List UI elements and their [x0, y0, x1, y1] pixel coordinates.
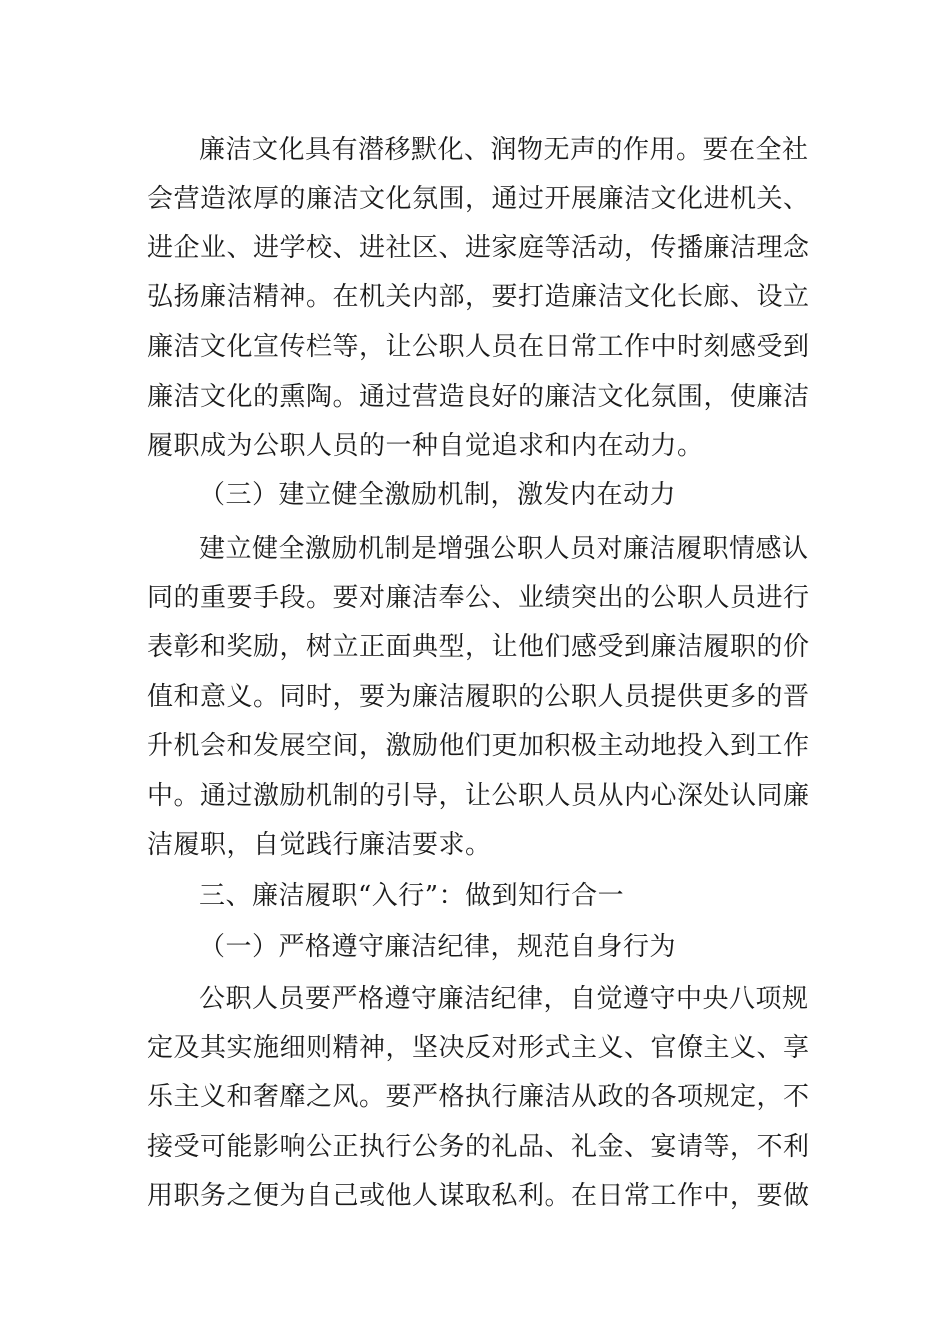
paragraph-line: 履职成为公职人员的一种自觉追求和内在动力。: [147, 431, 704, 461]
paragraph-line: 廉洁文化宣传栏等，让公职人员在日常工作中时刻感受到: [147, 332, 810, 362]
paragraph-line: 廉洁文化的熏陶。通过营造良好的廉洁文化氛围，使廉洁: [147, 382, 810, 412]
paragraph-line: 廉洁文化具有潜移默化、润物无声的作用。要在全社: [199, 135, 809, 165]
paragraph-line: 用职务之便为自己或他人谋取私利。在日常工作中，要做: [147, 1181, 810, 1211]
paragraph-line: 洁履职，自觉践行廉洁要求。: [147, 830, 492, 860]
section-heading: （一）严格遵守廉洁纪律，规范自身行为: [199, 932, 677, 962]
paragraph-line: 进企业、进学校、进社区、进家庭等活动，传播廉洁理念: [147, 233, 810, 263]
paragraph-line: 升机会和发展空间，激励他们更加积极主动地投入到工作: [147, 731, 810, 761]
paragraph-line: 公职人员要严格遵守廉洁纪律，自觉遵守中央八项规: [199, 984, 809, 1014]
section-heading: （三）建立健全激励机制，激发内在动力: [199, 480, 677, 510]
paragraph-line: 同的重要手段。要对廉洁奉公、业绩突出的公职人员进行: [147, 583, 810, 613]
paragraph-line: 乐主义和奢靡之风。要严格执行廉洁从政的各项规定，不: [147, 1082, 810, 1112]
paragraph-line: 弘扬廉洁精神。在机关内部，要打造廉洁文化长廊、设立: [147, 282, 810, 312]
paragraph-line: 接受可能影响公正执行公务的礼品、礼金、宴请等，不利: [147, 1132, 810, 1162]
paragraph-line: 定及其实施细则精神，坚决反对形式主义、官僚主义、享: [147, 1033, 810, 1063]
chapter-heading: 三、廉洁履职“入行”：做到知行合一: [199, 881, 625, 911]
paragraph-line: 会营造浓厚的廉洁文化氛围，通过开展廉洁文化进机关、: [147, 184, 810, 214]
paragraph-line: 建立健全激励机制是增强公职人员对廉洁履职情感认: [199, 534, 809, 564]
paragraph-line: 中。通过激励机制的引导，让公职人员从内心深处认同廉: [147, 781, 810, 811]
paragraph-line: 表彰和奖励，树立正面典型，让他们感受到廉洁履职的价: [147, 632, 810, 662]
paragraph-line: 值和意义。同时，要为廉洁履职的公职人员提供更多的晋: [147, 682, 810, 712]
